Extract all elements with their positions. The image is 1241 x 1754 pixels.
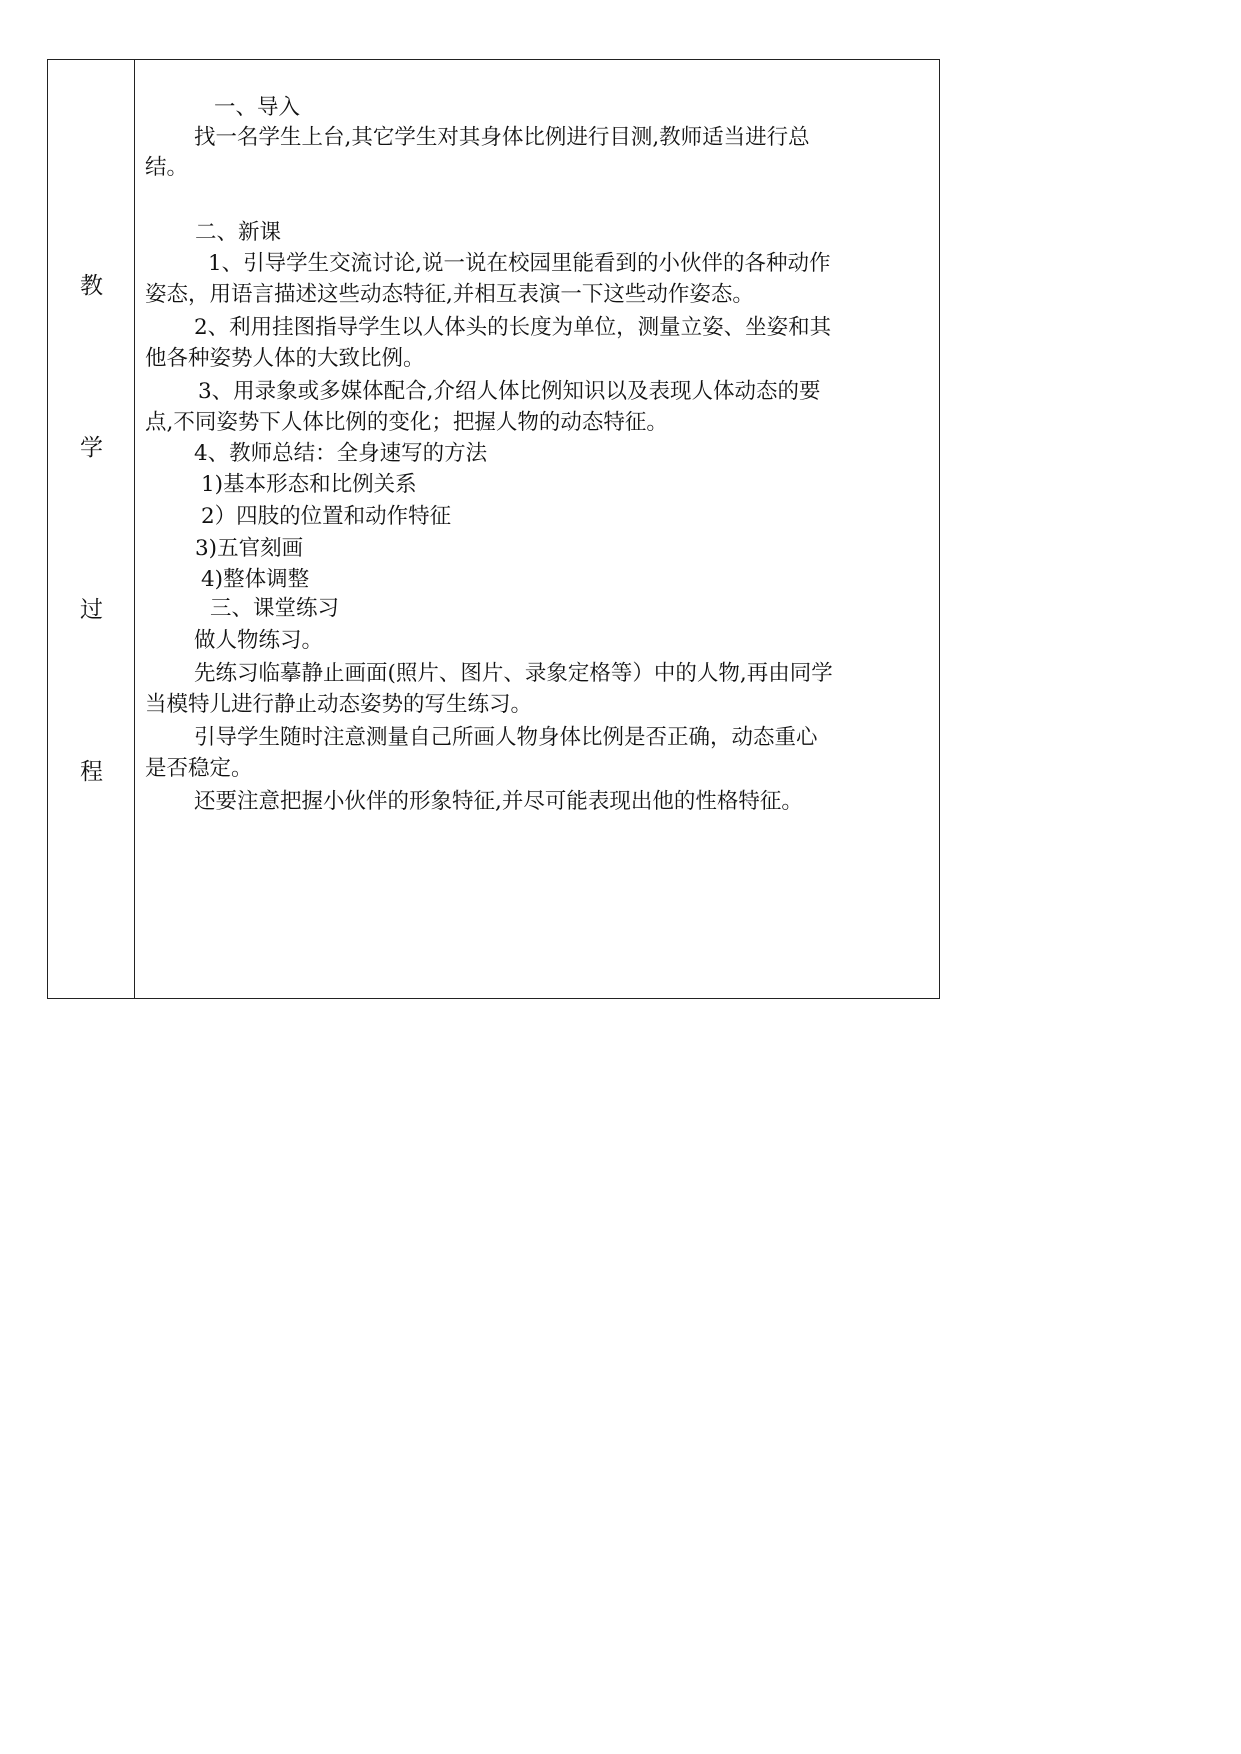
label-char-guo: 过 xyxy=(80,597,103,623)
paragraph-line: 引导学生随时注意测量自己所画人物身体比例是否正确，动态重心 xyxy=(194,725,818,750)
paragraph-line: 是否稳定。 xyxy=(145,756,253,781)
paragraph-line: 2、利用挂图指导学生以人体头的长度为单位，测量立姿、坐姿和其 xyxy=(194,315,832,340)
list-item: 2）四肢的位置和动作特征 xyxy=(201,504,452,529)
list-item: 1)基本形态和比例关系 xyxy=(201,472,417,497)
lesson-table xyxy=(47,59,940,999)
list-item: 3)五官刻画 xyxy=(195,536,304,561)
label-char-jiao: 教 xyxy=(80,273,103,299)
paragraph-line: 找一名学生上台,其它学生对其身体比例进行目测,教师适当进行总 xyxy=(194,125,810,150)
paragraph-line: 3、用录象或多媒体配合,介绍人体比例知识以及表现人体动态的要 xyxy=(198,379,821,404)
paragraph-line: 1、引导学生交流讨论,说一说在校园里能看到的小伙伴的各种动作 xyxy=(208,251,831,276)
paragraph-line: 他各种姿势人体的大致比例。 xyxy=(145,346,425,371)
lesson-content xyxy=(135,60,939,998)
section-heading-intro: 一、导入 xyxy=(214,95,301,120)
paragraph-line: 结。 xyxy=(145,155,189,180)
section-heading-new-lesson: 二、新课 xyxy=(195,220,282,245)
section-label-column xyxy=(48,60,135,998)
label-char-cheng: 程 xyxy=(80,759,103,785)
paragraph-line: 点,不同姿势下人体比例的变化；把握人物的动态特征。 xyxy=(145,410,668,435)
label-char-xue: 学 xyxy=(80,435,103,461)
paragraph-line: 姿态，用语言描述这些动态特征,并相互表演一下这些动作姿态。 xyxy=(145,282,754,307)
paragraph-line: 当模特儿进行静止动态姿势的写生练习。 xyxy=(145,692,533,717)
paragraph-line: 做人物练习。 xyxy=(194,628,324,653)
section-heading-practice: 三、课堂练习 xyxy=(210,596,340,621)
paragraph-line: 4、教师总结：全身速写的方法 xyxy=(194,441,488,466)
paragraph-line: 还要注意把握小伙伴的形象特征,并尽可能表现出他的性格特征。 xyxy=(194,789,803,814)
list-item: 4)整体调整 xyxy=(201,567,310,592)
paragraph-line: 先练习临摹静止画面(照片、图片、录象定格等）中的人物,再由同学 xyxy=(194,661,833,686)
